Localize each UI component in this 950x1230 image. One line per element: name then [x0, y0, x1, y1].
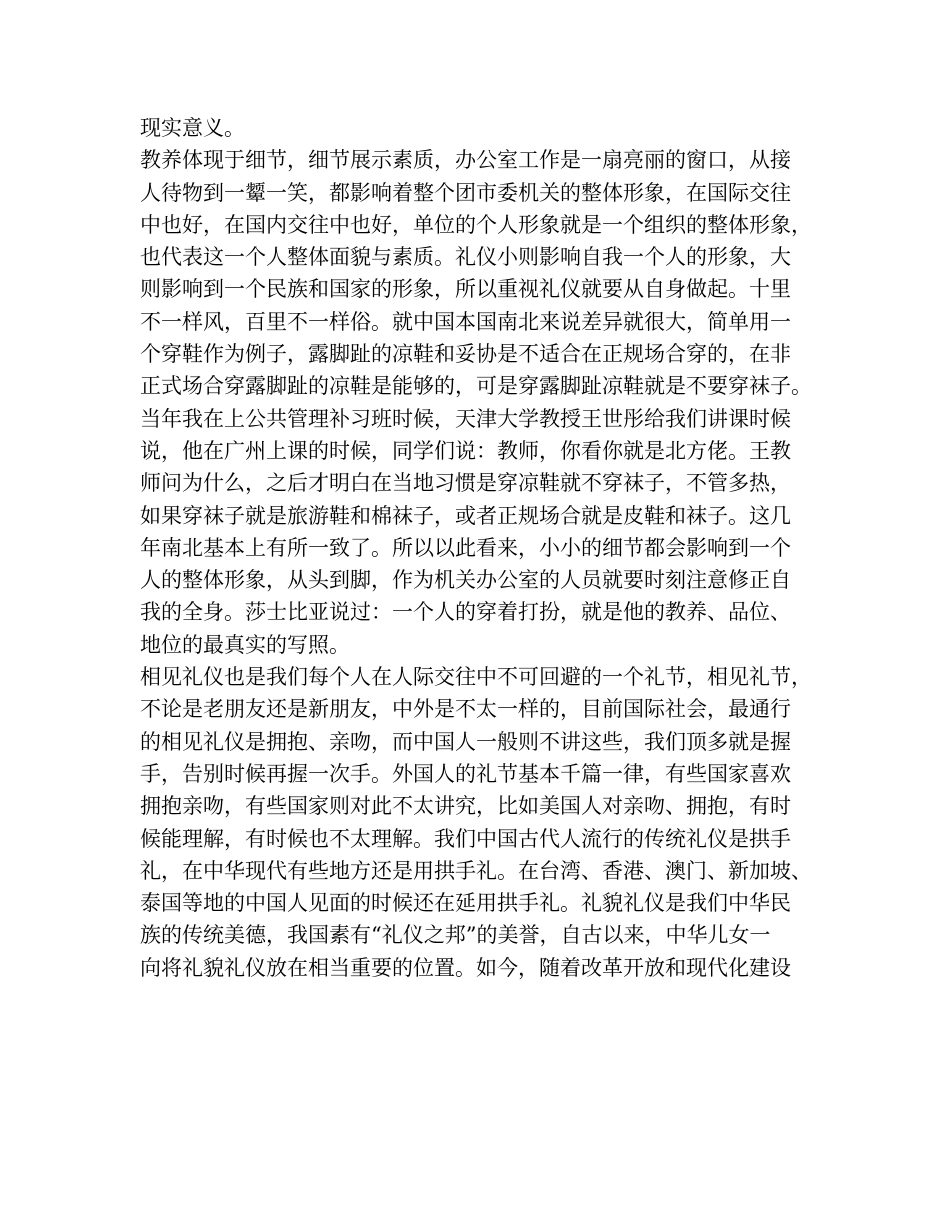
- text-line: 年南北基本上有所一致了。所以以此看来，小小的细节都会影响到一个: [140, 535, 791, 560]
- text-line: 如果穿袜子就是旅游鞋和棉袜子，或者正规场合就是皮鞋和袜子。这几: [140, 503, 791, 528]
- text-line: 师问为什么，之后才明白在当地习惯是穿凉鞋就不穿袜子，不管多热，: [140, 471, 791, 496]
- text-line: 拥抱亲吻，有些国家则对此不太讲究，比如美国人对亲吻、拥抱，有时: [140, 794, 791, 819]
- text-line: 手，告别时候再握一次手。外国人的礼节基本千篇一律，有些国家喜欢: [140, 761, 791, 786]
- document-body-text: [140, 112, 830, 984]
- text-line: 的相见礼仪是拥抱、亲吻，而中国人一般则不讲这些，我们顶多就是握: [140, 729, 791, 754]
- text-line: 不论是老朋友还是新朋友，中外是不太一样的，目前国际社会，最通行: [140, 697, 791, 722]
- text-line: 我的全身。莎士比亚说过：一个人的穿着打扮，就是他的教养、品位、: [140, 600, 791, 625]
- text-line: 向将礼貌礼仪放在相当重要的位置。如今，随着改革开放和现代化建设: [140, 955, 791, 980]
- text-line: 族的传统美德，我国素有“礼仪之邦”的美誉，自古以来，中华儿女一: [140, 923, 771, 948]
- text-line: 礼，在中华现代有些地方还是用拱手礼。在台湾、香港、澳门、新加坡、: [140, 858, 812, 883]
- text-line: 说，他在广州上课的时候，同学们说：教师，你看你就是北方佬。王教: [140, 438, 791, 463]
- text-line: 泰国等地的中国人见面的时候还在延用拱手礼。礼貌礼仪是我们中华民: [140, 891, 791, 916]
- text-line: 中也好，在国内交往中也好，单位的个人形象就是一个组织的整体形象，: [140, 212, 812, 237]
- text-line: 也代表这一个人整体面貌与素质。礼仪小则影响自我一个人的形象，大: [140, 245, 791, 270]
- text-line: 正式场合穿露脚趾的凉鞋是能够的，可是穿露脚趾凉鞋就是不要穿袜子。: [140, 374, 812, 399]
- text-line: 个穿鞋作为例子，露脚趾的凉鞋和妥协是不适合在正规场合穿的，在非: [140, 342, 791, 367]
- text-line: 教养体现于细节，细节展示素质，办公室工作是一扇亮丽的窗口，从接: [140, 148, 791, 173]
- text-line: 现实意义。: [140, 116, 245, 140]
- text-line: 候能理解，有时候也不太理解。我们中国古代人流行的传统礼仪是拱手: [140, 826, 791, 851]
- text-line: 当年我在上公共管理补习班时候，天津大学教授王世彤给我们讲课时候: [140, 406, 791, 431]
- text-line: 则影响到一个民族和国家的形象，所以重视礼仪就要从自身做起。十里: [140, 277, 791, 302]
- text-line: 地位的最真实的写照。: [140, 632, 350, 657]
- text-line: 人的整体形象，从头到脚，作为机关办公室的人员就要时刻注意修正自: [140, 568, 791, 593]
- text-line: 人待物到一颦一笑，都影响着整个团市委机关的整体形象，在国际交往: [140, 180, 791, 205]
- text-line: 不一样风，百里不一样俗。就中国本国南北来说差异就很大，简单用一: [140, 309, 791, 334]
- text-line: 相见礼仪也是我们每个人在人际交往中不可回避的一个礼节，相见礼节，: [140, 665, 812, 690]
